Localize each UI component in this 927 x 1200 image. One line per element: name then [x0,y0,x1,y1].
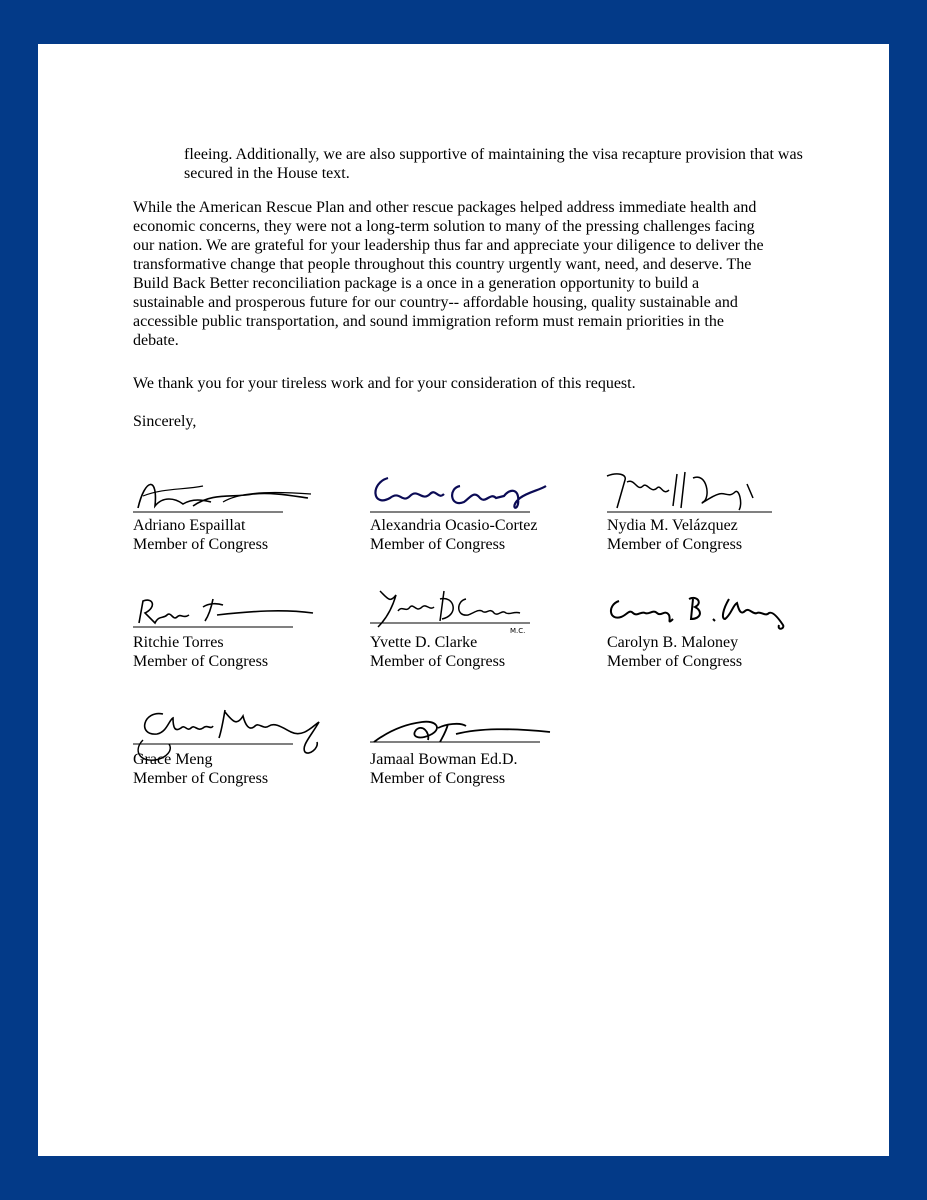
svg-text:M.C.: M.C. [510,627,526,635]
signature-maloney [607,585,817,635]
signature-block-clarke [370,585,590,670]
signatory-title: Member of Congress [133,653,269,670]
signature-espaillat [133,468,333,518]
signatory-title: Member of Congress [133,536,269,553]
body-paragraph-1: While the American Rescue Plan and other rescue packages helped address immediate health and economic concerns, they were not a long-term solution to many of the pressing challenges facing our nation. We are grateful for your leadership thus far and appreciate your diligence to deliver the transformative change that people throughout this country urgently want, need, and deserve. The Build Back Better reconciliation package is a once in a generation opportunity to build a sustainable and prosperous future for our country-- affordable housing, quality sustainable and accessible public transportation, and sound immigration reform must remain priorities in the debate. [133,199,764,349]
signature-clarke [370,585,570,635]
signatory-name: Adriano Espaillat [133,517,246,534]
signature-block-velazquez [607,468,827,553]
continued-list-item: fleeing. Additionally, we are also supportive of maintaining the visa recapture provision that was secured in the House text. [184,146,803,182]
letter-page [38,44,889,1156]
signature-block-ocasio-cortez [370,468,590,553]
signatory-title: Member of Congress [607,653,743,670]
signature-ocasio-cortez [370,468,570,518]
signatory-name: Nydia M. Velázquez [607,517,738,534]
signature-velazquez [607,468,807,518]
signatory-name: Grace Meng [133,751,213,768]
signature-bowman [370,702,580,752]
body-paragraph-2: We thank you for your tireless work and for your consideration of this request. [133,375,636,392]
signature-block-meng [133,702,353,787]
signatory-name: Jamaal Bowman Ed.D. [370,751,518,768]
signatory-title: Member of Congress [370,536,506,553]
signatory-title: Member of Congress [370,770,506,787]
signature-block-bowman [370,702,590,787]
closing-salutation: Sincerely, [133,413,197,430]
signatory-name: Carolyn B. Maloney [607,634,739,651]
signatory-name: Yvette D. Clarke [370,634,478,651]
signatory-title: Member of Congress [370,653,506,670]
signature-block-espaillat [133,468,353,553]
signatory-title: Member of Congress [133,770,269,787]
signature-block-torres [133,585,353,670]
signature-block-maloney [607,585,827,670]
signatory-name: Ritchie Torres [133,634,224,651]
signatory-title: Member of Congress [607,536,743,553]
signature-torres [133,585,333,635]
signatory-name: Alexandria Ocasio-Cortez [370,517,538,534]
